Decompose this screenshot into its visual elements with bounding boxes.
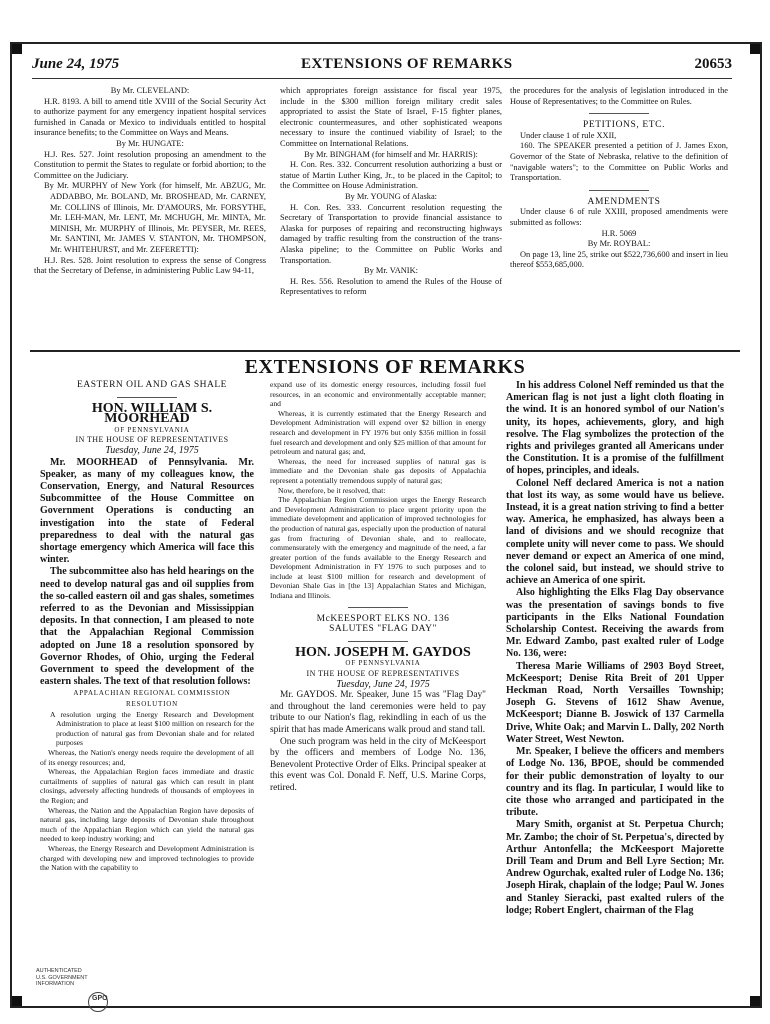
speaker-state: OF PENNSYLVANIA [345,659,421,668]
resolution-label: RESOLUTION [126,700,178,709]
article-paragraph: Mr. GAYDOS. Mr. Speaker, June 15 was "Flag Day" and throughout the land ceremonies were held to pay tribute to our Nation's flag, rekindling in each of us the spirit that has made Americans walk proud and stand tall. [270,690,486,735]
article-paragraph: Colonel Neff declared America is not a nation that lost its way, as some would have us believe. Instead, it is a great nation striving to find a better way. America, he emphasized, has always been a land of divisions and we should recognize that complete unity will never come to pass. We should never demand or expect an America of one mind, the colonel said, but instead, we should strive to achieve an America of one spirit. [506,477,724,587]
amendments-heading: AMENDMENTS [587,196,661,207]
corner-mark [750,996,760,1006]
chamber-line: IN THE HOUSE OF REPRESENTATIVES [306,669,460,679]
running-head-date: June 24, 1975 [32,56,120,72]
article-subtitle: SALUTES "FLAG DAY" [329,624,437,635]
speaker-name: HON. JOSEPH M. GAYDOS [295,644,471,660]
bill-entry: H.R. 8193. A bill to amend title XVIII of the Social Security Act to authorize payment for any emergency inpatient hospital services furnished in Canada or Mexico to individuals entitled to hospital insurance benefits; to the Committee on Ways and Means. [34,96,266,138]
resolution-paragraph: The Appalachian Region Commission urges the Energy Research and Development Administration to place urgent priority upon the immediate development and application of improved technologies for the production of natural gas, especially upon the production of natural gas from fracturing of Devonian shale, and to reallocate, commensurately with the emergency and magnitude of the need, a far greater portion of the funds available to the Energy Research and Development Administration in FY 1976 to such purposes and to include at least $100 million for research and development of Devonian Shale Gas in [the 13] Appalachian States and Michigan, Indiana and Illinois. [270,495,486,601]
gpo-line: INFORMATION [36,981,75,987]
amendment-entry: On page 13, line 25, strike out $522,736,600 and insert in lieu thereof $553,685,000. [510,249,728,270]
article-paragraph: In his address Colonel Neff reminded us that the American flag is not just a light cloth floating in the wind. It is an honored symbol of our Nation's unity, its hopes, achievements, glory, and high resolve. The Flag symbolizes the protection of the rights and privileges granted all Americans under the Constitution. It is a promise of the fulfillment of hopes, principles, and ideals. [506,380,724,477]
bill-entry: By Mr. BINGHAM (for himself and Mr. HARRIS): [304,149,478,159]
paragraph-text: Mr. Speaker, as many of my colleagues know, the Conservation, Energy, and Natural Resources Subcommittee of the House Committee on Government Operations is conducting an investigation into the state of Federal preparedness to deal with the natural gas shortage emergency which America will face this winter. [40,456,255,566]
petitions-heading: PETITIONS, ETC. [582,120,666,131]
corner-mark [750,44,760,54]
speaker-name: HON. WILLIAM S. MOORHEAD [91,400,213,427]
resolution-body [40,710,254,873]
bill-entry: H.J. Res. 528. Joint resolution to express the sense of Congress that the Secretary of Defense, in administering Public Law 94-11, [34,255,266,276]
speaker-lead: Mr. MOORHEAD of Pennsylvania. [50,456,228,468]
gpo-authentication-mark [36,968,118,1012]
speaker-state: OF PENNSYLVANIA [114,425,190,434]
gpo-line: U.S. GOVERNMENT [36,974,88,981]
top-column-3 [510,86,728,271]
corner-mark [12,44,22,54]
resolution-paragraph: Whereas, it is currently estimated that the Energy Research and Development Administration will expend over $2 billion in energy research and development in FY 1976 but only $356 million in fossil fuel research and development and only $25 million of that amount for petroleum and natural gas; and, [270,408,486,457]
bill-entry: which appropriates foreign assistance for fiscal year 1975, include in the $300 million foreign military credit sales appropriated to assist the State of Israel, F-15 fighter planes, electronic countermeasures, and other sophisticated weapons necessary to insure the continued viability of Israel; to the Committee on International Relations. [280,86,502,148]
amendment-entry: Under clause 6 of rule XXIII, proposed amendments were submitted as follows: [510,207,728,227]
divider [348,641,408,642]
article-paragraph: Mary Smith, organist at St. Perpetua Church; Mr. Zambo; the choir of St. Perpetua's, directed by Arthur Antonfella; the McKeesport Majorette Drill Team and Drum and Bell Lyre Section; Mr. Andrew Ogurchak, exalted ruler of Lodge No. 136; Joseph Hirak, chaplain of the lodge; Paul W. Jones and Stanley Sieracki, past exalted rulers of the lodge; Robert Englert, chairman of the Flag [506,819,724,916]
bill-entry: H. Con. Res. 332. Concurrent resolution authorizing a bust or statue of Martin Luther King, Jr., to be placed in the Capitol; to the Committee on House Administration. [280,160,502,191]
article-body [270,690,486,794]
divider [117,397,177,398]
article-body [506,380,724,917]
amendment-entry: H.R. 5069 [601,228,637,238]
article-body [40,457,254,689]
bill-entry: By Mr. MURPHY of New York (for himself, Mr. ABZUG, Mr. ADDABBO, Mr. BOLAND, Mr. BROSHEAD, Mr. CARNEY, Mr. COLLINS of Illinois, Mr. D'AMOURS, Mr. FORSYTHE, Mr. LEH-MAN, Mr. LENT, Mr. MCHUGH, Mr. MINTA, Mr. MINISH, Mr. MURPHY of Illinois, Mr. PEYSER, Mr. REES, Mr. SANTINI, Mr. JAMES V. STANTON, Mr. THOMPSON, Mr. WHITEHURST, and Mr. ZEFERETTI): [44,181,266,254]
resolution-org: APPALACHIAN REGIONAL COMMISSION [73,689,231,698]
top-column-1 [34,86,266,277]
running-head [32,56,732,79]
divider [589,113,649,114]
article-paragraph: Also highlighting the Elks Flag Day observance was the presentation of savings bonds to five participants in the Elks National Foundation Scholarship Contest. Receiving the awards from Mr. Edward Zambo, past exalted ruler of Lodge No. 136, were: [506,587,724,660]
chamber-line: IN THE HOUSE OF REPRESENTATIVES [75,435,229,445]
article-eastern-oil-gas [40,380,254,873]
bill-entry: the procedures for the analysis of legislation introduced in the House of Representatives; to the Committee on Rules. [510,86,728,106]
bill-entry: H. Con. Res. 333. Concurrent resolution requesting the Secretary of Transportation to provide financial assistance to Alaska for purposes of repairing and reconstructing highways damaged by traffic resulting from the construction of the trans-Alaska pipeline; to the Committee on Public Works and Transportation. [280,202,502,265]
resolution-paragraph: Whereas, the Nation's energy needs require the development of all of its energy resources; and, [40,747,254,767]
divider [348,607,408,608]
top-column-2 [280,86,502,298]
middle-column [270,380,486,795]
petitions-section [510,131,728,184]
resolution-paragraph: expand use of its domestic energy resources, including fossil fuel resources, in an economic and environmentally acceptable manner; and [270,380,486,409]
article-date: Tuesday, June 24, 1975 [336,678,430,690]
resolution-paragraph: Whereas, the need for increased supplies of natural gas is immediate and the Devonian shale gas deposits of Appalachia represent a potentially tremendous supply of natural gas; [270,456,486,485]
article-date: Tuesday, June 24, 1975 [105,444,199,456]
bill-entry: By Mr. YOUNG of Alaska: [344,191,438,201]
right-column [506,380,724,917]
divider [589,190,649,191]
resolution-paragraph: Whereas, the Appalachian Region faces immediate and drastic curtailments of supplies of natural gas which can result in plant closings, adversely affecting hundreds of thousands of employees in the Region; and [40,767,254,805]
article-paragraph: Mr. Speaker, I believe the officers and members of Lodge No. 136, BPOE, should be commended for their public demonstration of loyalty to our country and its flag. In particular, I would like to cite those who arranged and participated in the tribute. [506,746,724,819]
top-column-3-text [510,86,728,107]
resolution-continued [270,380,486,601]
bill-entry: H. Res. 556. Resolution to amend the Rules of the House of Representatives to reform [280,276,502,297]
gpo-logo: GPO [92,995,108,1002]
main-heading: EXTENSIONS OF REMARKS [30,350,740,379]
amendments-section [510,207,728,271]
bill-entry: By Mr. CLEVELAND: [110,86,190,95]
corner-mark [12,996,22,1006]
article-paragraph [40,457,254,567]
amendment-entry: By Mr. ROYBAL: [587,239,651,249]
article-paragraph: Theresa Marie Williams of 2903 Boyd Street, McKeesport; Denise Rita Breit of 201 Upper Heckman Road, North Versailles Township; Joseph G. Stevens of 1612 Shaw Avenue, McKeesport; Dianne B. Joswick of 137 Carmella Drive, White Oak; and Marvin L. Dally, 202 North Water Street, West Newton. [506,660,724,745]
petition-entry: Under clause 1 of rule XXII, [520,130,617,140]
bill-entry: By Mr. HUNGATE: [116,138,184,148]
bill-entry: By Mr. VANIK: [364,266,418,276]
resolution-title: A resolution urging the Energy Research and Development Administration to place at least $100 million on research for the production of natural gas from Devonian shale and for related purposes [50,709,254,748]
article-title: McKEESPORT ELKS NO. 136 [316,613,450,624]
resolution-paragraph: Now, therefore, be it resolved, that: [278,485,386,495]
running-head-title: EXTENSIONS OF REMARKS [300,56,513,72]
resolution-paragraph: Whereas, the Nation and the Appalachian Region have deposits of natural gas, including large deposits of Devonian shale throughout much of the Appalachian Region which can yield the natural gas needed to keep industry working; and [40,805,254,844]
article-paragraph: One such program was held in the city of McKeesport by the officers and members of Lodge No. 136, Benevolent Protective Order of Elks. Principal speaker at this event was Col. Donald F. Neff, U.S. Marine Corps, retired. [270,736,486,793]
gpo-line: AUTHENTICATED [36,968,82,974]
bill-entry: H.J. Res. 527. Joint resolution proposing an amendment to the Constitution to permit the States to regulate or forbid abortion; to the Committee on the Judiciary. [34,149,266,180]
page-number: 20653 [694,56,732,72]
article-title: EASTERN OIL AND GAS SHALE [77,380,227,390]
petition-entry: 160. The SPEAKER presented a petition of J. James Exon, Governor of the State of Nebraska, relative to the definition of "navigable waters"; to the Committee on Public Works and Transportation. [510,141,728,183]
article-paragraph: The subcommittee also has held hearings on the need to develop natural gas and oil supplies from the so-called eastern oil and gas shales, sometimes referred to as the Devonian and Mississippian deposits. In that connection, I am pleased to note that the Appalachian Regional Commission adopted on June 18 a resolution sponsored by Governor Rhodes, of Ohio, urging the Federal Government to speed the development of the eastern shales. The text of that resolution follows: [40,566,254,688]
resolution-paragraph: Whereas, the Energy Research and Development Administration is charged with developing new and improved technologies to provide the Nation with the capability to [40,843,254,873]
